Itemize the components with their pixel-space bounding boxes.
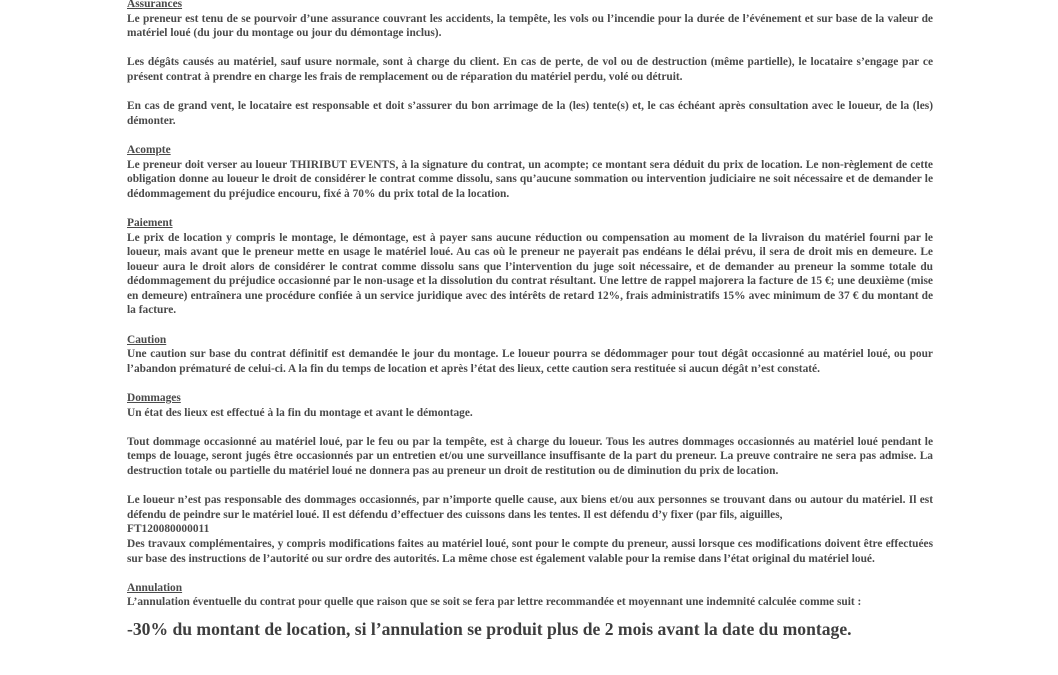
heading-acompte: Acompte bbox=[127, 143, 171, 156]
assurances-paragraph-2: Les dégâts causés au matériel, sauf usure normale, sont à charge du client. En cas de perte, de vol ou de destruction (même partielle), le locataire s’engage par ce présent contrat à prendre en charge les frais de remplacement ou de réparation du matériel perdu, volé ou détruit. bbox=[127, 56, 933, 83]
heading-assurances: Assurances bbox=[127, 0, 183, 10]
assurances-paragraph-1: Le preneur est tenu de se pourvoir d’une assurance couvrant les accidents, la tempête, les vols ou l’incendie pour la durée de l’événement et sur base de la valeur de matériel loué (du jour du montage ou jour du démontage inclus). bbox=[127, 12, 933, 40]
annulation-paragraph: L’annulation éventuelle du contrat pour quelle que raison que se soit se fera par lettre recommandée et moyennant une indemnité calculée comme suit : bbox=[127, 596, 862, 609]
dommages-paragraph-1: Un état des lieux est effectué à la fin du montage et avant le démontage. bbox=[127, 406, 473, 419]
dommages-paragraph-2: Tout dommage occasionné au matériel loué, par le feu ou par la tempête, est à charge du loueur. Tous les autres dommages occasionnés au matériel loué pendant le temps de louage, seront jugés être occasionnés par un entretien et/ou une surveillance insuffisante de la part du preneur. La preuve contraire ne sera pas admise. La destruction totale ou partielle du matériel loué ne donnera pas au preneur un droit de restitution ou de diminution du prix de location. bbox=[127, 435, 933, 477]
contract-page bbox=[127, 0, 933, 640]
paiement-paragraph: Le prix de location y compris le montage, le démontage, est à payer sans aucune réduction ou compensation au moment de la livraison du matériel fourni par le loueur, mais avant que le preneur mette en usage le matériel loué. Au cas où le preneur ne payerait pas endéans le délai prévu, il sera de droit mis en demeure. Le loueur aura le droit alors de considérer le contrat comme dissolu sans que l’intervention du juge soit nécessaire, et de demander au preneur la somme totale du dédommagement du préjudice occasionné par le non-usage et la dissolution du contrat résultant. Une lettre de rappel majorera la facture de 15 €; une deuxième (mise en demeure) entraînera une procédure confiée à un service juridique avec des intérêts de retard 12%, frais administratifs 15% avec minimum de 37 € du montant de la facture. bbox=[127, 231, 933, 317]
spacer bbox=[127, 128, 933, 143]
heading-caution: Caution bbox=[127, 333, 167, 346]
dommages-paragraph-3: Le loueur n’est pas responsable des dommages occasionnés, par n’importe quelle cause, aux biens et/ou aux personnes se trouvant dans ou autour du matériel. Il est défendu de peindre sur le matériel loué. Il est défendu d’effectuer des cuissons dans les tentes. Il est défendu d’y fixer (par fils, aiguilles, bbox=[127, 494, 933, 521]
heading-annulation: Annulation bbox=[127, 581, 183, 594]
caution-paragraph: Une caution sur base du contrat définitif est demandée le jour du montage. Le loueur pourra se dédommager pour tout dégât occasionné au matériel loué, ou pour l’abandon prématuré de celui-ci. A la fin du temps de location et après l’état des lieux, cette caution sera restituée si aucun dégât n’est constaté. bbox=[127, 348, 933, 375]
document-code: FT120080000011 bbox=[127, 523, 210, 536]
spacer bbox=[127, 85, 933, 100]
spacer bbox=[127, 376, 933, 391]
spacer bbox=[127, 566, 933, 581]
heading-paiement: Paiement bbox=[127, 216, 173, 229]
heading-dommages: Dommages bbox=[127, 392, 181, 405]
spacer bbox=[127, 41, 933, 56]
dommages-paragraph-4: Des travaux complémentaires, y compris modifications faites au matériel loué, sont pour le compte du preneur, aussi lorsque ces modifications doivent être effectuées sur base des instructions de l’autorité ou sur ordre des autorités. La même chose est également valable pour la remise dans l’état original du matériel loué. bbox=[127, 537, 933, 565]
acompte-paragraph: Le preneur doit verser au loueur THIRIBUT EVENTS, à la signature du contrat, un acompte; ce montant sera déduit du prix de location. Le non-règlement de cette obligation donne au loueur le droit de considérer le contrat comme dissolu, sans qu’aucune sommation ou intervention judiciaire ne soit nécessaire et de demander le dédommagement du préjudice encouru, fixé à 70% du prix total de la location. bbox=[127, 158, 933, 200]
assurances-paragraph-3: En cas de grand vent, le locataire est responsable et doit s’assurer du bon arrimage de la (les) tente(s) et, le cas échéant après consultation avec le loueur, de la (les) démonter. bbox=[127, 100, 933, 127]
spacer bbox=[127, 318, 933, 333]
annulation-penalty-line: -30% du montant de location, si l’annulation se produit plus de 2 mois avant la date du montage. bbox=[127, 618, 852, 639]
spacer bbox=[127, 201, 933, 216]
spacer bbox=[127, 420, 933, 435]
spacer bbox=[127, 479, 933, 494]
